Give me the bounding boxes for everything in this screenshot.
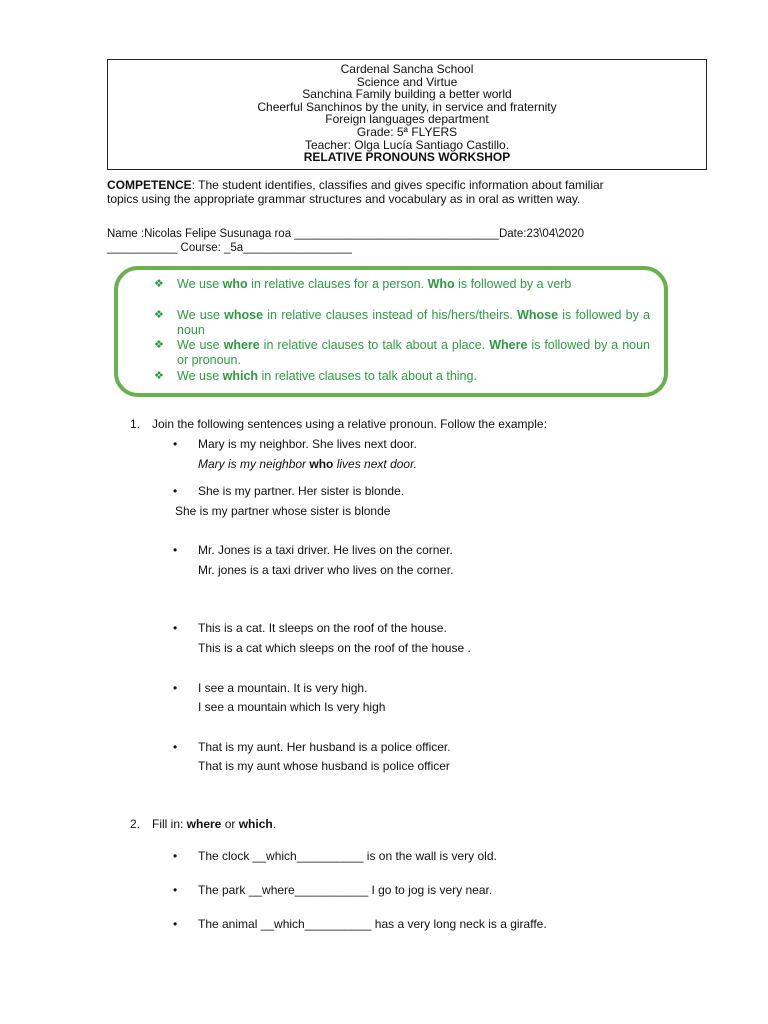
exercise-1-instruction: 1. Join the following sentences using a relative pronoun. Follow the example: bbox=[130, 417, 547, 431]
bullet-icon: • bbox=[173, 917, 178, 931]
diamond-bullet-icon: ❖ bbox=[154, 339, 164, 351]
rule-whose: ❖ We use whose in relative clauses instead of his/hers/theirs. Whose is followed by a noun bbox=[154, 308, 651, 338]
competence-statement bbox=[107, 179, 627, 206]
exercise-1-item-4: I see a mountain. It is very high. bbox=[198, 681, 368, 695]
exercise-2-instruction: 2. Fill in: where or which. bbox=[130, 817, 277, 831]
teacher: Teacher: Olga Lucía Santiago Castillo. bbox=[304, 137, 510, 152]
rule-who: ❖ We use who in relative clauses for a person. Who is followed by a verb bbox=[154, 277, 572, 291]
school-header bbox=[107, 59, 707, 170]
student-course: ___________ Course: _5a_________________ bbox=[107, 241, 352, 254]
exercise-2-item-1: The clock __which__________ is on the wall is very old. bbox=[198, 849, 497, 863]
grade: Grade: 5ª FLYERS bbox=[356, 124, 458, 139]
exercise-1-answer-1: She is my partner whose sister is blonde bbox=[175, 504, 391, 518]
bullet-icon: • bbox=[173, 543, 178, 557]
school-motto: Science and Virtue bbox=[356, 74, 458, 89]
diamond-bullet-icon: ❖ bbox=[154, 278, 164, 290]
exercise-1-item-5: That is my aunt. Her husband is a police officer. bbox=[198, 740, 451, 754]
exercise-1-item-3: This is a cat. It sleeps on the roof of the house. bbox=[198, 621, 447, 635]
diamond-bullet-icon: ❖ bbox=[154, 309, 164, 321]
exercise-1-item-1: She is my partner. Her sister is blonde. bbox=[198, 484, 405, 498]
header-line-4: Cheerful Sanchinos by the unity, in service and fraternity bbox=[257, 99, 557, 114]
competence-label: COMPETENCE bbox=[107, 178, 192, 192]
competence-text: : The student identifies, classifies and gives specific information about familiar topics using the appropriate grammar structures and vocabulary as in oral as written way. bbox=[107, 178, 604, 206]
exercise-1-answer-4: I see a mountain which Is very high bbox=[198, 700, 386, 714]
worksheet-title: RELATIVE PRONOUNS WORKSHOP bbox=[303, 150, 511, 165]
bullet-icon: • bbox=[173, 740, 178, 754]
header-line-3: Sanchina Family building a better world bbox=[302, 87, 512, 102]
bullet-icon: • bbox=[173, 621, 178, 635]
bullet-icon: • bbox=[173, 883, 178, 897]
school-name: Cardenal Sancha School bbox=[340, 62, 474, 76]
exercise-1-item-2: Mr. Jones is a taxi driver. He lives on the corner. bbox=[198, 543, 453, 557]
rule-where: ❖ We use where in relative clauses to talk about a place. Where is followed by a noun or pronoun. bbox=[154, 338, 651, 368]
department: Foreign languages department bbox=[325, 112, 489, 127]
student-name-date: Name :Nicolas Felipe Susunaga roa ________________________________Date:23\04\2020 bbox=[107, 228, 584, 240]
example-answer: Mary is my neighbor who lives next door. bbox=[198, 457, 417, 471]
diamond-bullet-icon: ❖ bbox=[154, 370, 164, 382]
bullet-icon: • bbox=[173, 681, 178, 695]
student-info bbox=[107, 228, 667, 255]
rule-which: ❖ We use which in relative clauses to talk about a thing. bbox=[154, 369, 477, 383]
exercise-2-item-3: The animal __which__________ has a very long neck is a giraffe. bbox=[198, 917, 547, 931]
exercise-2-item-2: The park __where___________ I go to jog is very near. bbox=[198, 883, 493, 897]
exercise-1-answer-2: Mr. jones is a taxi driver who lives on the corner. bbox=[198, 563, 454, 577]
exercise-1-answer-5: That is my aunt whose husband is police officer bbox=[198, 759, 450, 773]
example-sentence: Mary is my neighbor. She lives next door. bbox=[198, 437, 417, 451]
bullet-icon: • bbox=[173, 437, 178, 451]
exercise-1-answer-3: This is a cat which sleeps on the roof of the house . bbox=[198, 641, 471, 655]
bullet-icon: • bbox=[173, 849, 178, 863]
bullet-icon: • bbox=[173, 484, 178, 498]
